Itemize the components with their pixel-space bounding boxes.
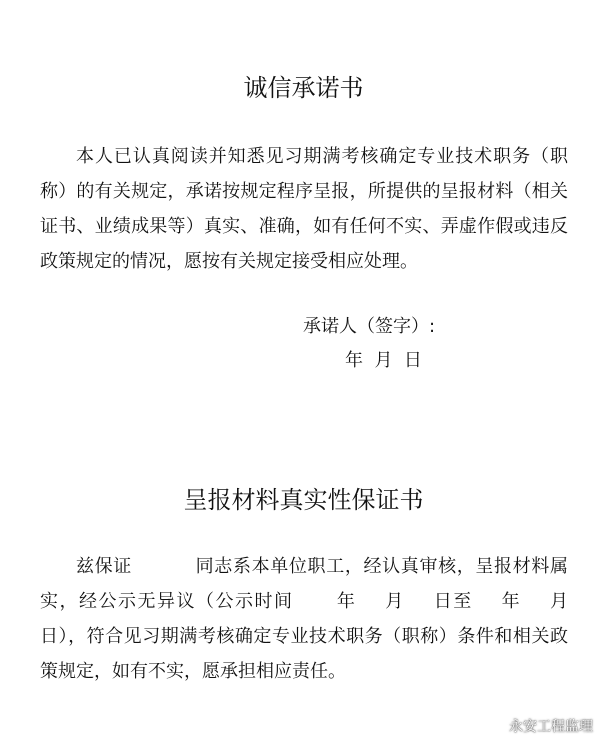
pledge-body: 本人已认真阅读并知悉见习期满考核确定专业技术职务（职称）的有关规定，承诺按规定程序呈报，所提供的呈报材料（相关证书、业绩成果等）真实、准确，如有任何不实、弄虚作假或违反政策规定的情况，愿按有关规定接受相应处理。 bbox=[40, 146, 568, 272]
date-line: 年 月 日 bbox=[345, 350, 422, 371]
signer-label: 承诺人（签字）: bbox=[303, 316, 436, 337]
guarantee-title: 呈报材料真实性保证书 bbox=[183, 486, 424, 514]
guarantee-body: 兹保证 同志系本单位职工，经认真审核，呈报材料属实，经公示无异议（公示时间 年 月 日至 年 月 日），符合见习期满考核确定专业技术职务（职称）条件和相关政策规定，如有不实，愿承担相应责任。 bbox=[40, 556, 591, 682]
watermark bbox=[485, 716, 593, 736]
pledge-title: 诚信承诺书 bbox=[243, 74, 364, 102]
wechat-icon bbox=[485, 719, 503, 733]
watermark-text: 永安工程监理 bbox=[509, 719, 593, 735]
